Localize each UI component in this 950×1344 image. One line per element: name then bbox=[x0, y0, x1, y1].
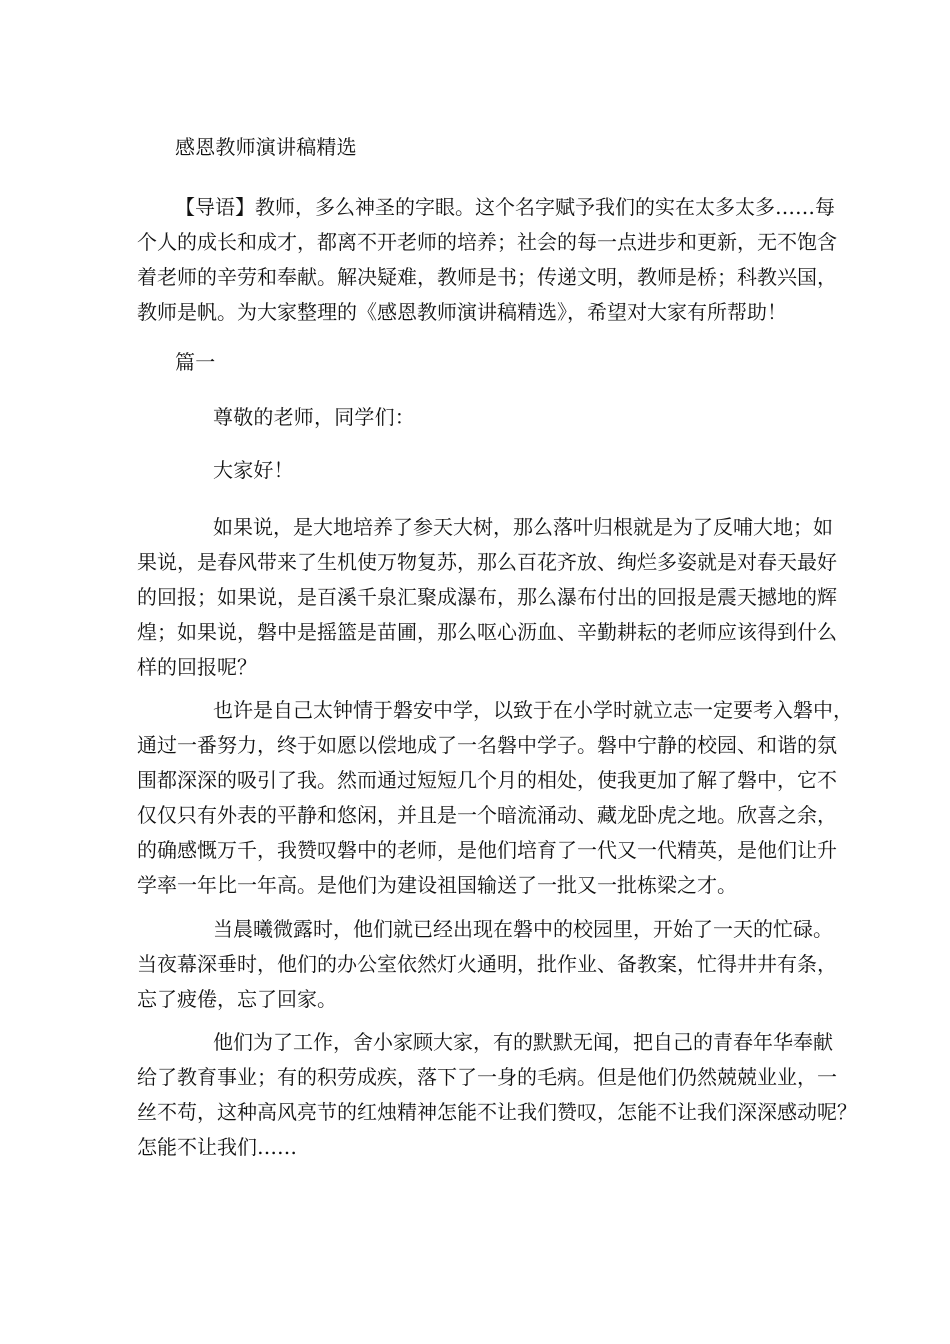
paragraph-line: 当夜幕深垂时，他们的办公室依然灯火通明，批作业、备教案，忙得井井有条， bbox=[137, 952, 837, 976]
paragraph-line: 学率一年比一年高。是他们为建设祖国输送了一批又一批栋梁之才。 bbox=[137, 873, 737, 897]
paragraph-line: 他们为了工作，舍小家顾大家，有的默默无闻，把自己的青春年华奉献 bbox=[213, 1030, 833, 1054]
paragraph-line: 当晨曦微露时，他们就已经出现在磐中的校园里，开始了一天的忙碌。 bbox=[213, 917, 833, 941]
paragraph-line: 教师是帆。为大家整理的《感恩教师演讲稿精选》，希望对大家有所帮助！ bbox=[137, 300, 787, 324]
body-paragraph-4 bbox=[137, 1025, 857, 1165]
paragraph-line: 样的回报呢？ bbox=[137, 655, 257, 679]
body-paragraph-1 bbox=[137, 510, 837, 685]
document-title: 感恩教师演讲稿精选 bbox=[175, 135, 357, 159]
body-paragraph-2 bbox=[137, 693, 853, 903]
intro-paragraph bbox=[137, 190, 837, 330]
paragraph-line: 怎能不让我们…… bbox=[137, 1135, 297, 1159]
paragraph-line: 丝不苟，这种高风亮节的红烛精神怎能不让我们赞叹，怎能不让我们深深感动呢？ bbox=[137, 1100, 857, 1124]
paragraph-line: 的确感慨万千，我赞叹磐中的老师，是他们培育了一代又一代精英，是他们让升 bbox=[137, 838, 837, 862]
paragraph-line: 着老师的辛劳和奉献。解决疑难，教师是书；传递文明，教师是桥；科教兴国， bbox=[137, 265, 837, 289]
paragraph-line: 忘了疲倦，忘了回家。 bbox=[137, 987, 337, 1011]
paragraph-line: 个人的成长和成才，都离不开老师的培养；社会的每一点进步和更新，无不饱含 bbox=[137, 230, 837, 254]
body-paragraph-3 bbox=[137, 912, 837, 1017]
paragraph-line: 的回报；如果说，是百溪千泉汇聚成瀑布，那么瀑布付出的回报是震天撼地的辉 bbox=[137, 585, 837, 609]
paragraph-line: 煌；如果说，磐中是摇篮是苗圃，那么呕心沥血、辛勤耕耘的老师应该得到什么 bbox=[137, 620, 837, 644]
paragraph-line: 果说，是春风带来了生机使万物复苏，那么百花齐放、绚烂多姿就是对春天最好 bbox=[137, 550, 837, 574]
paragraph-line: 也许是自己太钟情于磐安中学，以致于在小学时就立志一定要考入磐中， bbox=[213, 698, 853, 722]
section-heading: 篇一 bbox=[175, 350, 216, 374]
paragraph-line: 【导语】教师，多么神圣的字眼。这个名字赋予我们的实在太多太多……每 bbox=[175, 195, 835, 219]
paragraph-line: 如果说，是大地培养了参天大树，那么落叶归根就是为了反哺大地；如 bbox=[213, 515, 833, 539]
paragraph-line: 仅仅只有外表的平静和悠闲，并且是一个暗流涌动、藏龙卧虎之地。欣喜之余， bbox=[137, 803, 837, 827]
paragraph-line: 通过一番努力，终于如愿以偿地成了一名磐中学子。磐中宁静的校园、和谐的氛 bbox=[137, 733, 837, 757]
greeting: 大家好！ bbox=[213, 458, 294, 482]
salutation: 尊敬的老师，同学们： bbox=[213, 405, 415, 429]
paragraph-line: 给了教育事业；有的积劳成疾，落下了一身的毛病。但是他们仍然兢兢业业，一 bbox=[137, 1065, 837, 1089]
paragraph-line: 围都深深的吸引了我。然而通过短短几个月的相处，使我更加了解了磐中，它不 bbox=[137, 768, 837, 792]
